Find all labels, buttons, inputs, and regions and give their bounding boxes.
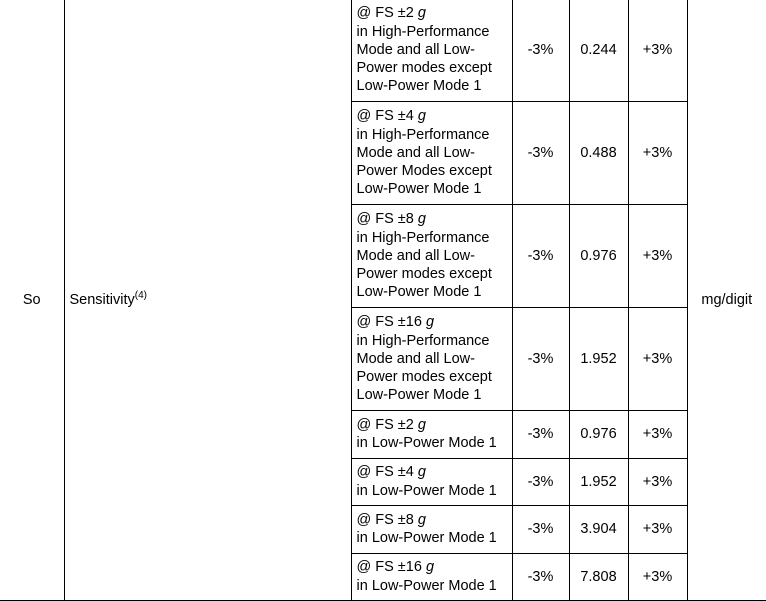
mode-text: in High-Performance Mode and all Low-Power modes except Low-Power Mode 1 (356, 332, 492, 404)
mode-text: in High-Performance Mode and all Low-Power modes except Low-Power Mode 1 (356, 23, 492, 95)
fs-range: @ FS ±8 g (356, 211, 426, 228)
condition-cell (351, 506, 512, 554)
min-cell: -3% (512, 411, 569, 459)
fs-range: @ FS ±8 g (356, 511, 426, 528)
unit-text: mg/digit (701, 291, 753, 308)
typ-cell: 3.904 (569, 506, 628, 554)
min-cell: -3% (512, 0, 569, 102)
typ-cell: 0.488 (569, 102, 628, 205)
symbol-text: So (22, 291, 41, 308)
min-cell: -3% (512, 553, 569, 601)
mode-text: in High-Performance Mode and all Low-Power Modes except Low-Power Mode 1 (356, 126, 492, 198)
max-cell: +3% (628, 308, 687, 411)
parameter-cell (64, 0, 351, 601)
mode-text: in High-Performance Mode and all Low-Power modes except Low-Power Mode 1 (356, 229, 492, 301)
fs-range: @ FS ±2 g (356, 416, 426, 433)
parameter-name: Sensitivity (69, 291, 135, 308)
max-cell: +3% (628, 458, 687, 506)
fs-range: @ FS ±16 g (356, 314, 435, 331)
fs-range: @ FS ±16 g (356, 559, 435, 576)
max-cell: +3% (628, 553, 687, 601)
condition-cell (351, 411, 512, 459)
max-cell: +3% (628, 102, 687, 205)
min-cell: -3% (512, 506, 569, 554)
mode-text: in Low-Power Mode 1 (356, 577, 497, 594)
max-cell: +3% (628, 411, 687, 459)
fs-range: @ FS ±2 g (356, 5, 426, 22)
condition-cell (351, 102, 512, 205)
mode-text: in Low-Power Mode 1 (356, 530, 497, 547)
condition-cell (351, 458, 512, 506)
mode-text: in Low-Power Mode 1 (356, 435, 497, 452)
min-cell: -3% (512, 308, 569, 411)
condition-cell (351, 0, 512, 102)
footnote-ref: (4) (134, 289, 148, 301)
typ-cell: 0.244 (569, 0, 628, 102)
unit-cell (687, 0, 766, 601)
condition-cell (351, 205, 512, 308)
fs-range: @ FS ±4 g (356, 108, 426, 125)
max-cell: +3% (628, 0, 687, 102)
min-cell: -3% (512, 458, 569, 506)
max-cell: +3% (628, 506, 687, 554)
fs-range: @ FS ±4 g (356, 464, 426, 481)
table-row (0, 0, 766, 102)
condition-cell (351, 308, 512, 411)
min-cell: -3% (512, 102, 569, 205)
typ-cell: 0.976 (569, 411, 628, 459)
mode-text: in Low-Power Mode 1 (356, 482, 497, 499)
symbol-cell (0, 0, 64, 601)
typ-cell: 7.808 (569, 553, 628, 601)
min-cell: -3% (512, 205, 569, 308)
max-cell: +3% (628, 205, 687, 308)
typ-cell: 1.952 (569, 308, 628, 411)
condition-cell (351, 553, 512, 601)
typ-cell: 0.976 (569, 205, 628, 308)
typ-cell: 1.952 (569, 458, 628, 506)
